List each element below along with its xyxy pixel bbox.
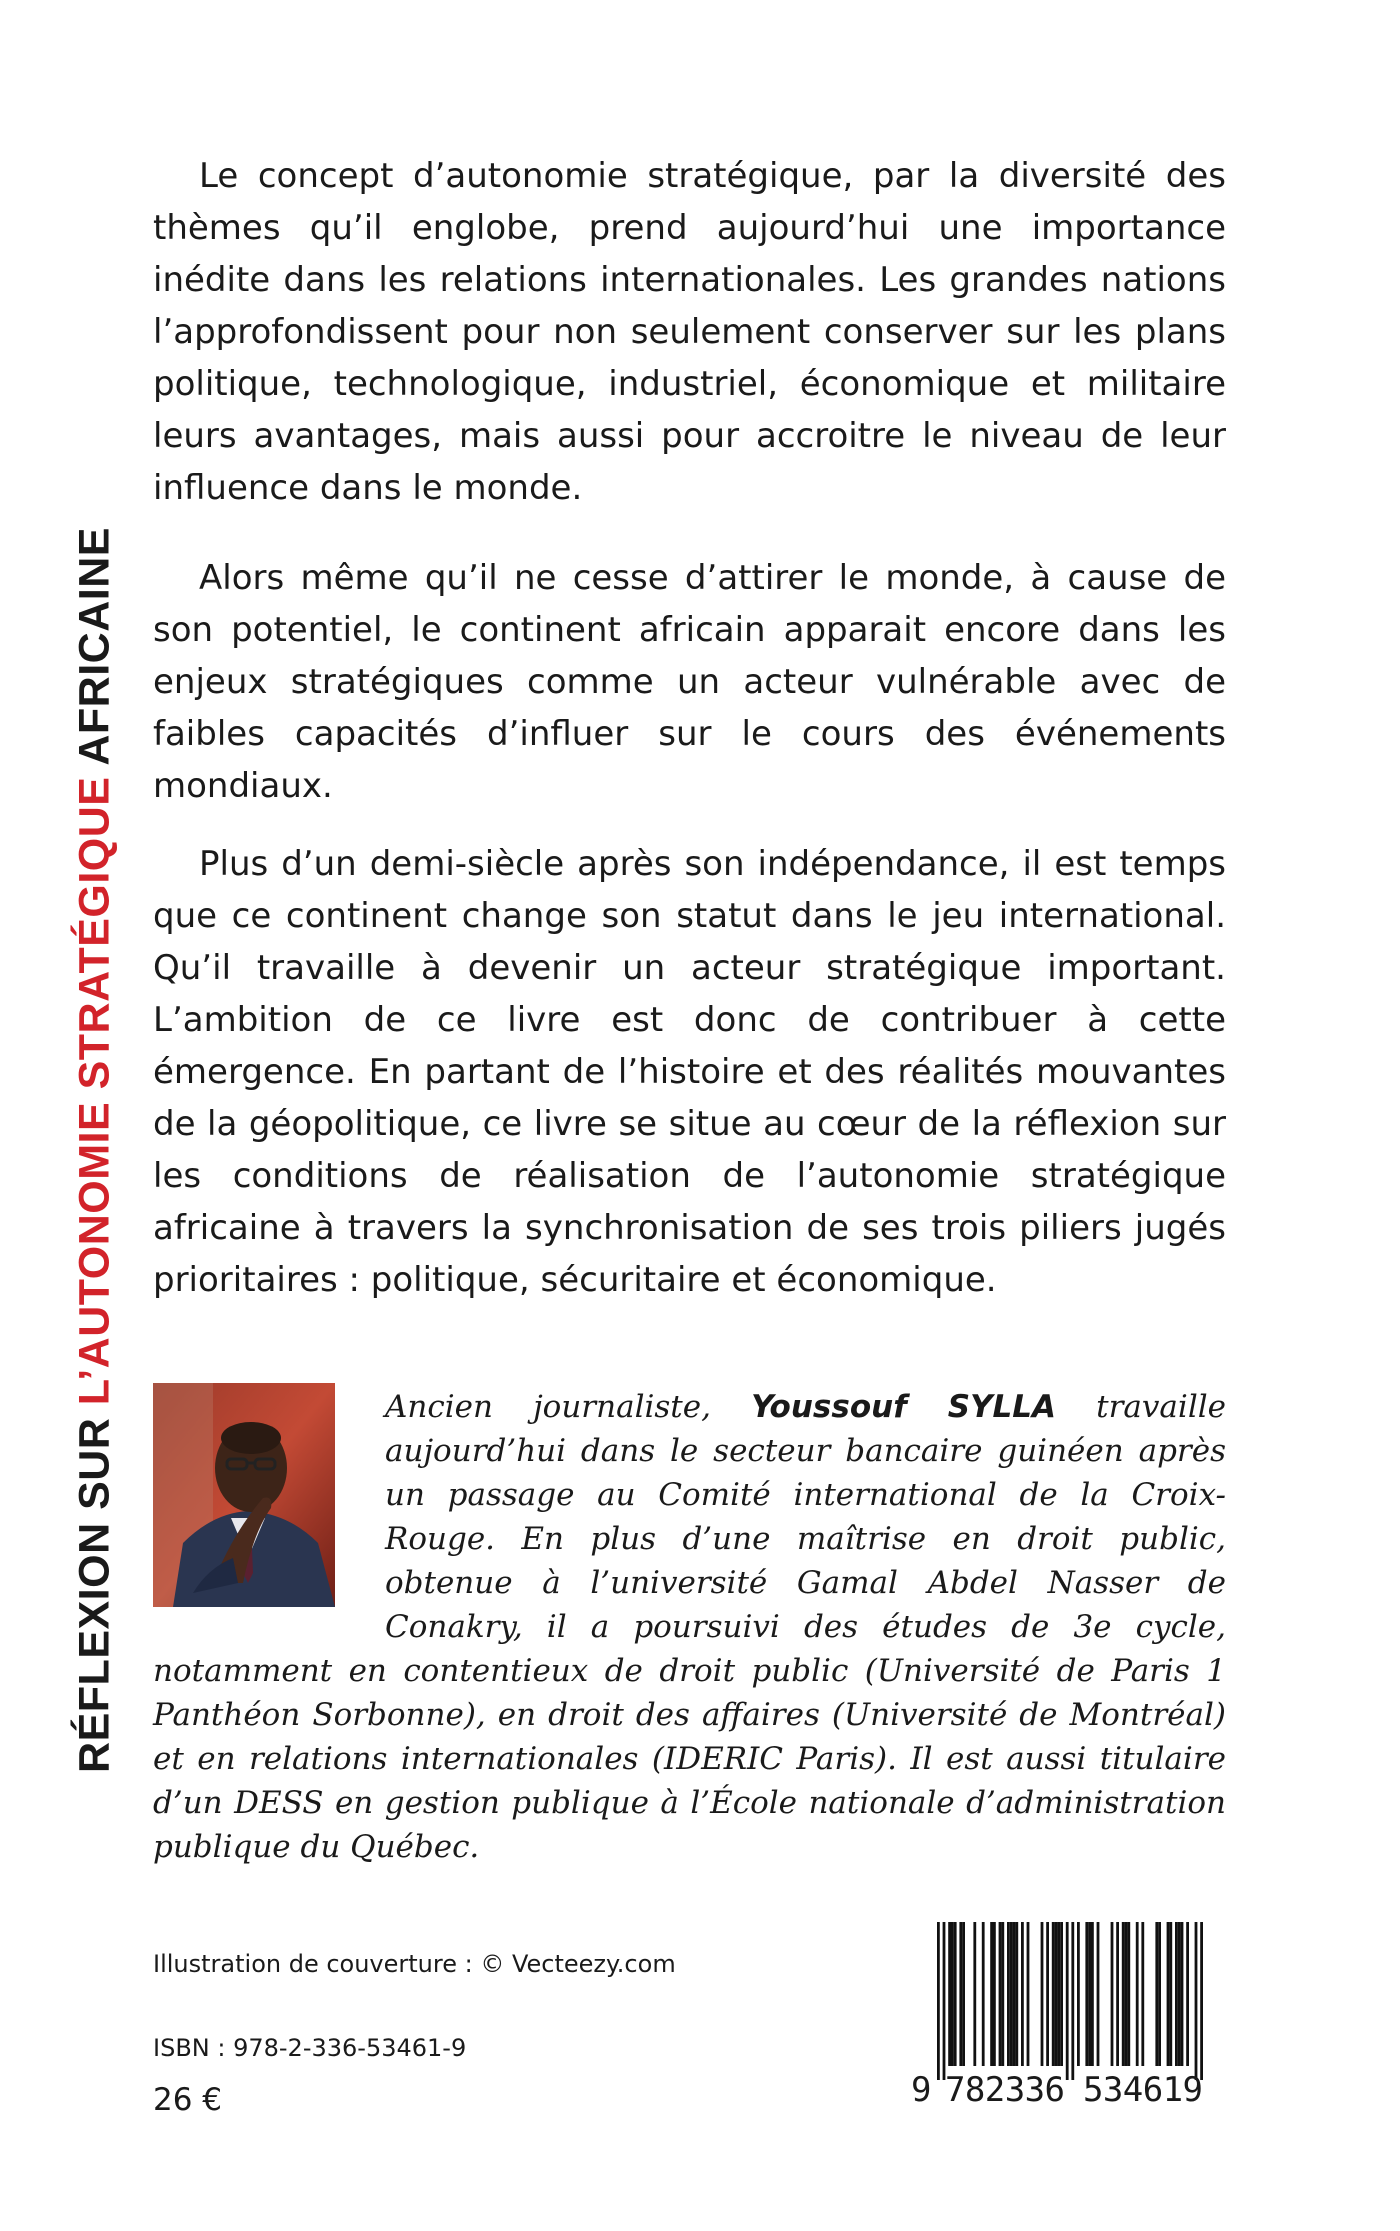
summary-paragraph-2: Alors même qu’il ne cesse d’attirer le monde, à cause de son potentiel, le continent africain apparait encore dans les enjeux stratégiques comme un acteur vulnérable avec de faibles capacités d’influer sur le cours des événements mondiaux.: [153, 558, 1226, 806]
barcode-bars: [937, 1922, 1203, 2080]
barcode-bar: [1055, 1922, 1058, 2066]
barcode-bar: [1181, 1922, 1184, 2066]
barcode-bar: [973, 1922, 976, 2066]
barcode-bar: [937, 1922, 940, 2080]
barcode-bar: [1077, 1922, 1080, 2066]
isbn-barcode: [907, 1920, 1227, 2105]
barcode-bar: [1127, 1922, 1130, 2066]
barcode-bar: [1167, 1922, 1170, 2066]
isbn-label: ISBN : 978-2-336-53461-9: [153, 2034, 467, 2062]
barcode-left-digits: 782336: [945, 2070, 1065, 2105]
spine-title-part2: L’AUTONOMIE STRATÉGIQUE: [70, 776, 119, 1406]
barcode-bar: [999, 1922, 1002, 2066]
barcode-bar: [1060, 1922, 1063, 2066]
spine-title-part1: RÉFLEXION SUR: [70, 1405, 119, 1773]
barcode-bar: [954, 1922, 957, 2066]
barcode-bar: [1111, 1922, 1114, 2066]
barcode-bar: [982, 1922, 985, 2066]
price-label: 26 €: [153, 2082, 223, 2118]
spine-title-part3: AFRICAINE: [70, 527, 119, 777]
barcode-bar: [1071, 1922, 1074, 2080]
barcode-first-digit: 9: [911, 2070, 932, 2105]
author-bio: [153, 1385, 1226, 1869]
barcode-bar: [1125, 1922, 1128, 2066]
barcode-bar: [1052, 1922, 1055, 2066]
barcode-bar: [1186, 1922, 1189, 2066]
barcode-bar: [1007, 1922, 1010, 2066]
barcode-bar: [1057, 1922, 1060, 2066]
summary-paragraph-1: Le concept d’autonomie stratégique, par la diversité des thèmes qu’il englobe, prend aujourd’hui une importance inédite dans les relations internationales. Les grandes nations l’approfondissent pour non seulement conserver sur les plans politique, technologique, industriel, économique et militaire leurs avantages, mais aussi pour accroitre le niveau de leur influence dans le monde.: [153, 156, 1226, 508]
barcode-bar: [1175, 1922, 1178, 2066]
barcode-bar: [962, 1922, 965, 2066]
barcode-bar: [959, 1922, 962, 2066]
barcode-right-digits: 534619: [1083, 2070, 1203, 2105]
barcode-bar: [1041, 1922, 1044, 2066]
barcode-bar: [1088, 1922, 1091, 2066]
barcode-bar: [1013, 1922, 1016, 2066]
barcode-bar: [951, 1922, 954, 2066]
barcode-bar: [1158, 1922, 1161, 2066]
summary-paragraph-3: Plus d’un demi-siècle après son indépendance, il est temps que ce continent change son statut dans le jeu international. Qu’il travaille à devenir un acteur stratégique important. L’ambition de ce livre est donc de contribuer à cette émergence. En partant de l’histoire et des réalités mouvantes de la géopolitique, ce livre se situe au cœur de la réflexion sur les conditions de réalisation de l’autonomie stratégique africaine à travers la synchronisation de ses trois piliers jugés prioritaires : politique, sécuritaire et économique.: [153, 844, 1226, 1300]
barcode-bar: [990, 1922, 993, 2066]
cover-illustration-credit: Illustration de couverture : © Vecteezy.com: [153, 1950, 676, 1978]
author-name: Youssouf SYLLA: [751, 1389, 1057, 1425]
barcode-bar: [1200, 1922, 1203, 2080]
barcode-bar: [1046, 1922, 1049, 2066]
barcode-bar: [1097, 1922, 1100, 2066]
barcode-bar: [1195, 1922, 1198, 2080]
barcode-bar: [1178, 1922, 1181, 2066]
barcode-bar: [1085, 1922, 1088, 2066]
spine-title-text: [71, 527, 120, 1773]
barcode-bar: [1116, 1922, 1119, 2066]
barcode-graphic: [907, 1920, 1227, 2105]
barcode-bar: [1015, 1922, 1018, 2066]
barcode-bar: [1027, 1922, 1030, 2066]
barcode-bar: [1010, 1922, 1013, 2066]
barcode-bar: [943, 1922, 946, 2080]
author-bio-lead: Ancien journaliste,: [385, 1389, 752, 1425]
barcode-bar: [993, 1922, 996, 2066]
barcode-bar: [1141, 1922, 1144, 2066]
barcode-bar: [1136, 1922, 1139, 2066]
barcode-bar: [1169, 1922, 1172, 2066]
barcode-bar: [1066, 1922, 1069, 2080]
barcode-bar: [1091, 1922, 1094, 2066]
barcode-bar: [1155, 1922, 1158, 2066]
barcode-bar: [948, 1922, 951, 2066]
barcode-bar: [1122, 1922, 1125, 2066]
barcode-bar: [1001, 1922, 1004, 2066]
barcode-bar: [1021, 1922, 1024, 2066]
author-bio-text: travaille aujourd’hui dans le secteur bancaire guinéen après un passage au Comité international de la Croix-Rouge. En plus d’une maîtrise en droit public, obtenue à l’université Gamal Abdel Nasser de Conakry, il a poursuivi des études de 3e cycle, notamment en contentieux de droit public (Université de Paris 1 Panthéon Sorbonne), en droit des affaires (Université de Montréal) et en relations internationales (IDERIC Paris). Il est aussi titulaire d’un DESS en gestion publique à l’École nationale d’administration publique du Québec.: [153, 1389, 1227, 1865]
